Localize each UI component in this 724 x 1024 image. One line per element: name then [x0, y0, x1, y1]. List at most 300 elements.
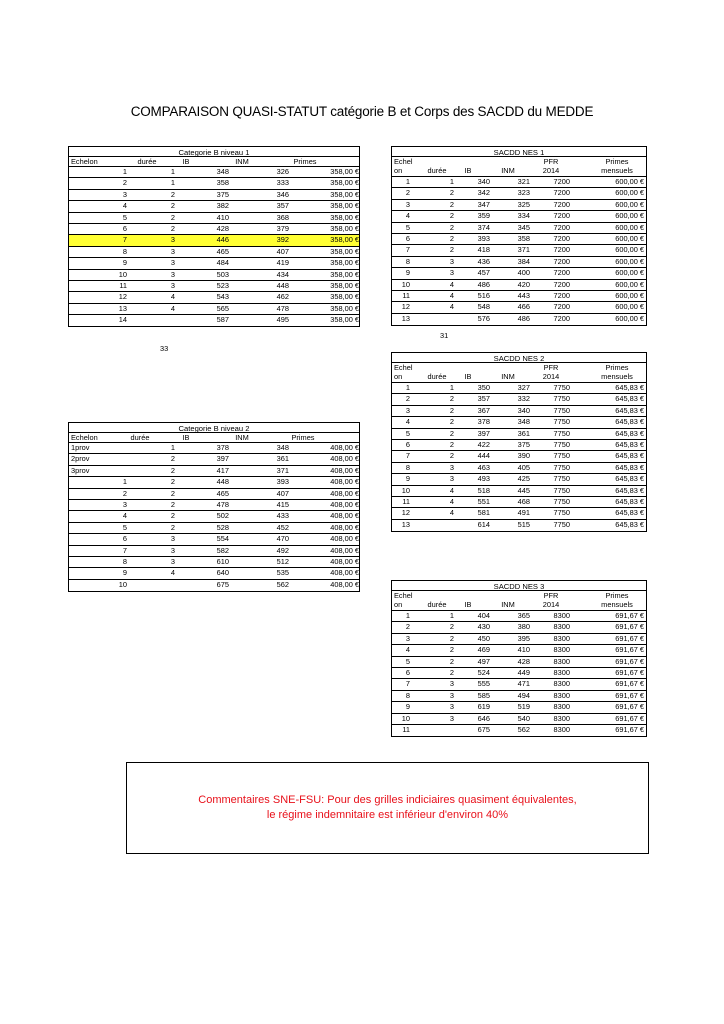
- table-cell: 410: [216, 212, 229, 222]
- table-row: [69, 489, 359, 500]
- table-row: [69, 443, 359, 454]
- table-cell: 2: [170, 465, 175, 475]
- table-cell: 691,67 €: [615, 690, 644, 700]
- table-cell: 8: [405, 462, 410, 472]
- table-cell: 361: [276, 454, 289, 464]
- table-cell: 1: [405, 383, 410, 392]
- table-cell: 4: [122, 201, 127, 211]
- table-cell: 8300: [553, 690, 570, 700]
- table-body: [68, 433, 360, 592]
- table-row: [69, 190, 359, 201]
- table-row: [69, 477, 359, 488]
- table-cell: 8300: [553, 611, 570, 620]
- table-cell: 7750: [553, 451, 570, 461]
- table-cell: 600,00 €: [615, 256, 644, 266]
- table-cell: 1prov: [71, 443, 90, 452]
- table-row: [392, 406, 646, 417]
- table-cell: 408,00 €: [330, 465, 359, 475]
- table-row: [392, 611, 646, 622]
- table-cell: 493: [477, 474, 490, 484]
- table-cell: 645,83 €: [615, 496, 644, 506]
- table-cell: 10: [401, 713, 410, 723]
- table-row: [69, 167, 359, 178]
- table-cell: 3: [449, 713, 454, 723]
- table-row: [392, 417, 646, 428]
- table-row: [392, 268, 646, 279]
- table-cell: 408,00 €: [330, 443, 359, 452]
- table-cell: 7200: [553, 245, 570, 255]
- table-cell: 3: [405, 633, 410, 643]
- table-cell: 7750: [553, 508, 570, 518]
- table-cell: 4: [449, 496, 454, 506]
- table-cell: 600,00 €: [615, 290, 644, 300]
- table-cell: 3: [122, 189, 127, 199]
- table-cell: 392: [276, 235, 289, 245]
- table-cell: 325: [517, 199, 530, 209]
- table-cell: 8300: [553, 724, 570, 734]
- table-cell: 393: [477, 233, 490, 243]
- table-cell: 4: [449, 279, 454, 289]
- table-cell: 3: [170, 246, 175, 256]
- column-header: on: [394, 372, 403, 381]
- table-cell: 555: [477, 679, 490, 689]
- table-row: [392, 280, 646, 291]
- table-row: [69, 213, 359, 224]
- table-row: [392, 508, 646, 519]
- table-row: [69, 500, 359, 511]
- table-cell: 503: [216, 269, 229, 279]
- table-cell: 600,00 €: [615, 177, 644, 186]
- table-cell: 614: [477, 519, 490, 529]
- table-cell: 691,67 €: [615, 656, 644, 666]
- table-cell: 410: [517, 645, 530, 655]
- table-row: [392, 257, 646, 268]
- table-header: [69, 157, 359, 167]
- table-cell: 9: [122, 568, 127, 578]
- table-cell: 407: [276, 488, 289, 498]
- table-title: SACDD NES 2: [391, 352, 647, 363]
- table-cell: 327: [517, 383, 530, 392]
- column-header: Primes: [605, 157, 629, 166]
- table-row: [392, 429, 646, 440]
- table-cell: 1: [449, 611, 454, 620]
- table-cell: 3: [449, 702, 454, 712]
- table-body: [391, 157, 647, 326]
- table-row: [392, 497, 646, 508]
- table-cell: 11: [119, 280, 127, 290]
- table-header: [69, 433, 359, 443]
- table-cell: 4: [170, 292, 175, 302]
- table-row: [69, 315, 359, 326]
- table-cell: 7200: [553, 256, 570, 266]
- table-cell: 436: [477, 256, 490, 266]
- column-header: PFR: [543, 363, 559, 372]
- table-cell: 1: [405, 611, 410, 620]
- table-cell: 358,00 €: [330, 315, 359, 325]
- table-cell: 334: [517, 211, 530, 221]
- table-cell: 7200: [553, 302, 570, 312]
- table-cell: 418: [477, 245, 490, 255]
- table-cell: 585: [477, 690, 490, 700]
- table-cell: 524: [477, 667, 490, 677]
- column-header: Echel: [394, 157, 413, 166]
- table-row: [392, 657, 646, 668]
- table-cell: 7200: [553, 188, 570, 198]
- table-cell: 323: [517, 188, 530, 198]
- table-cell: 378: [477, 417, 490, 427]
- table-cell: 408,00 €: [330, 522, 359, 532]
- table-cell: 645,83 €: [615, 439, 644, 449]
- table-cell: 492: [276, 545, 289, 555]
- table-row: [392, 668, 646, 679]
- table-cell: 3: [170, 235, 175, 245]
- table-cell: 357: [477, 394, 490, 404]
- table-cell: 8: [405, 690, 410, 700]
- table-cell: 4: [405, 211, 410, 221]
- table-row: [69, 281, 359, 292]
- column-header: PFR: [543, 157, 559, 166]
- table-cell: 2: [449, 211, 454, 221]
- table-cell: 380: [517, 622, 530, 632]
- table-cell: 640: [216, 568, 229, 578]
- table-cell: 554: [216, 534, 229, 544]
- column-header: durée: [130, 433, 150, 442]
- table-row: [392, 702, 646, 713]
- table-cell: 358,00 €: [330, 303, 359, 313]
- table-cell: 11: [402, 290, 410, 300]
- table-cell: 348: [517, 417, 530, 427]
- table-cell: 2prov: [71, 454, 90, 464]
- table-cell: 12: [118, 292, 127, 302]
- table-cell: 8300: [553, 713, 570, 723]
- table-cell: 358,00 €: [330, 178, 359, 188]
- column-header: 2014: [542, 600, 560, 609]
- table-cell: 600,00 €: [615, 222, 644, 232]
- table-cell: 358,00 €: [330, 167, 359, 176]
- table-cell: 2: [170, 522, 175, 532]
- table-cell: 2: [170, 488, 175, 498]
- table-cell: 5: [405, 428, 410, 438]
- table-cell: 408,00 €: [330, 568, 359, 578]
- page-title: COMPARAISON QUASI-STATUT catégorie B et Corps des SACDD du MEDDE: [130, 104, 594, 119]
- table-cell: 3prov: [71, 465, 90, 475]
- table-cell: 7750: [553, 417, 570, 427]
- table-cell: 2: [449, 233, 454, 243]
- table-row: [69, 292, 359, 303]
- table-cell: 422: [477, 439, 490, 449]
- table-cell: 358: [216, 178, 229, 188]
- table-cell: 375: [216, 189, 229, 199]
- table-cell: 2: [449, 667, 454, 677]
- column-header: durée: [427, 600, 447, 609]
- table-cell: 7: [122, 545, 127, 555]
- table-cell: 645,83 €: [615, 508, 644, 518]
- table-cell: 528: [216, 522, 229, 532]
- table-row: [69, 235, 359, 246]
- table-cell: 2: [170, 477, 175, 487]
- table-cell: 519: [517, 702, 530, 712]
- table-cell: 12: [401, 302, 410, 312]
- table-cell: 358,00 €: [330, 246, 359, 256]
- table-cell: 619: [477, 702, 490, 712]
- table-cell: 3: [449, 690, 454, 700]
- table-cell: 600,00 €: [615, 302, 644, 312]
- table-cell: 4: [405, 417, 410, 427]
- table-row: [392, 223, 646, 234]
- table-cell: 2: [170, 201, 175, 211]
- table-cell: 8300: [553, 633, 570, 643]
- table-cell: 384: [517, 256, 530, 266]
- column-header: mensuels: [601, 166, 633, 175]
- table-cell: 466: [517, 302, 530, 312]
- table-cell: 516: [477, 290, 490, 300]
- table-cell: 340: [517, 405, 530, 415]
- table-cell: 8: [405, 256, 410, 266]
- table-cell: 7200: [553, 233, 570, 243]
- table-row: [392, 440, 646, 451]
- table-cell: 2: [449, 199, 454, 209]
- table-cell: 2: [449, 439, 454, 449]
- table-cell: 408,00 €: [330, 556, 359, 566]
- table-cell: 8300: [553, 679, 570, 689]
- table-cell: 8300: [553, 622, 570, 632]
- table-cell: 340: [477, 177, 490, 186]
- table-cell: 13: [118, 303, 127, 313]
- table-cell: 1: [449, 177, 454, 186]
- table-cell: 367: [477, 405, 490, 415]
- table-cell: 3: [449, 268, 454, 278]
- table-cell: 470: [276, 534, 289, 544]
- table-row: [392, 634, 646, 645]
- table-cell: 2: [449, 245, 454, 255]
- table-cell: 691,67 €: [615, 645, 644, 655]
- column-header: durée: [427, 372, 447, 381]
- table-cell: 7750: [553, 485, 570, 495]
- table-cell: 7200: [553, 290, 570, 300]
- table-cell: 397: [216, 454, 229, 464]
- table-cell: 408,00 €: [330, 454, 359, 464]
- table-cell: 691,67 €: [615, 713, 644, 723]
- table-row: [69, 270, 359, 281]
- table-cell: 3: [449, 679, 454, 689]
- table-cell: 375: [517, 439, 530, 449]
- table-cell: 1: [122, 477, 127, 487]
- table-cell: 408,00 €: [330, 499, 359, 509]
- table-cell: 2: [122, 488, 127, 498]
- table-cell: 582: [216, 545, 229, 555]
- table-sacdd-nes-2: [391, 352, 647, 532]
- table-title: SACDD NES 1: [391, 146, 647, 157]
- table-cell: 523: [216, 280, 229, 290]
- table-cell: 2: [449, 417, 454, 427]
- table-cell: 600,00 €: [615, 188, 644, 198]
- column-header: IB: [464, 166, 472, 175]
- table-cell: 565: [216, 303, 229, 313]
- table-cell: 478: [216, 499, 229, 509]
- column-header: INM: [501, 372, 515, 381]
- table-row: [392, 291, 646, 302]
- table-cell: 3: [170, 280, 175, 290]
- table-cell: 691,67 €: [615, 679, 644, 689]
- table-cell: 408,00 €: [330, 579, 359, 589]
- table-cell: 3: [170, 556, 175, 566]
- table-cell: 9: [405, 474, 410, 484]
- table-cell: 2: [449, 188, 454, 198]
- table-cell: 433: [276, 511, 289, 521]
- table-cell: 2: [170, 189, 175, 199]
- table-title: Categorie B niveau 2: [68, 422, 360, 433]
- table-cell: 2: [449, 656, 454, 666]
- table-cell: 4: [449, 485, 454, 495]
- table-row: [69, 454, 359, 465]
- table-cell: 2: [449, 645, 454, 655]
- table-cell: 405: [517, 462, 530, 472]
- table-cell: 358,00 €: [330, 269, 359, 279]
- column-header: IB: [182, 157, 190, 166]
- table-row: [69, 466, 359, 477]
- table-cell: 3: [122, 499, 127, 509]
- table-cell: 434: [276, 269, 289, 279]
- table-cell: 7200: [553, 313, 570, 323]
- table-cell: 4: [405, 645, 410, 655]
- table-cell: 7200: [553, 211, 570, 221]
- table-cell: 333: [276, 178, 289, 188]
- table-cell: 645,83 €: [615, 451, 644, 461]
- table-cell: 484: [216, 258, 229, 268]
- table-row: [69, 568, 359, 579]
- table-cell: 358: [517, 233, 530, 243]
- table-row: [392, 714, 646, 725]
- table-cell: 408,00 €: [330, 534, 359, 544]
- table-cell: 2: [170, 511, 175, 521]
- table-row: [392, 520, 646, 531]
- column-header: Primes: [605, 591, 629, 600]
- table-cell: 3: [170, 269, 175, 279]
- table-row: [392, 383, 646, 394]
- table-cell: 535: [276, 568, 289, 578]
- table-cell: 600,00 €: [615, 199, 644, 209]
- table-cell: 471: [517, 679, 530, 689]
- table-cell: 393: [276, 477, 289, 487]
- table-cell: 4: [122, 511, 127, 521]
- table-cell: 6: [405, 439, 410, 449]
- table-cell: 7750: [553, 383, 570, 392]
- table-cell: 5: [122, 212, 127, 222]
- table-cell: 691,67 €: [615, 724, 644, 734]
- table-cell: 428: [517, 656, 530, 666]
- table-cell: 645,83 €: [615, 383, 644, 392]
- table-cell: 378: [216, 443, 229, 452]
- table-cell: 600,00 €: [615, 313, 644, 323]
- table-row: [69, 247, 359, 258]
- table-cell: 7750: [553, 462, 570, 472]
- table-cell: 8300: [553, 702, 570, 712]
- table-body: [391, 591, 647, 737]
- column-header: 2014: [542, 166, 560, 175]
- table-cell: 491: [517, 508, 530, 518]
- column-header: INM: [501, 600, 515, 609]
- table-cell: 452: [276, 522, 289, 532]
- table-row: [392, 245, 646, 256]
- table-cell: 10: [118, 269, 127, 279]
- table-row: [69, 201, 359, 212]
- table-cell: 444: [477, 451, 490, 461]
- table-title: SACDD NES 3: [391, 580, 647, 591]
- table-cell: 3: [449, 474, 454, 484]
- table-body: [68, 157, 360, 327]
- table-cell: 3: [170, 534, 175, 544]
- table-cell: 543: [216, 292, 229, 302]
- table-cell: 9: [405, 268, 410, 278]
- table-cell: 365: [517, 611, 530, 620]
- total-duree-sacdd1: 31: [440, 331, 449, 340]
- table-cell: 10: [401, 279, 410, 289]
- table-cell: 350: [477, 383, 490, 392]
- table-cell: 7: [405, 245, 410, 255]
- table-cell: 2: [449, 405, 454, 415]
- table-cell: 7750: [553, 496, 570, 506]
- column-header: on: [394, 600, 403, 609]
- table-cell: 600,00 €: [615, 211, 644, 221]
- table-categorie-b-niveau-2: [68, 422, 360, 592]
- table-row: [392, 486, 646, 497]
- table-cell: 512: [276, 556, 289, 566]
- column-header: IB: [464, 600, 472, 609]
- table-cell: 1: [170, 443, 175, 452]
- table-cell: 691,67 €: [615, 667, 644, 677]
- table-row: [69, 546, 359, 557]
- table-cell: 374: [477, 222, 490, 232]
- table-cell: 4: [449, 290, 454, 300]
- column-header: INM: [235, 157, 249, 166]
- table-cell: 2: [449, 394, 454, 404]
- table-cell: 408,00 €: [330, 477, 359, 487]
- table-cell: 415: [276, 499, 289, 509]
- table-cell: 3: [405, 405, 410, 415]
- table-cell: 6: [405, 233, 410, 243]
- table-cell: 576: [477, 313, 490, 323]
- table-cell: 495: [276, 315, 289, 325]
- table-cell: 2: [405, 394, 410, 404]
- table-cell: 6: [405, 667, 410, 677]
- table-cell: 2: [449, 633, 454, 643]
- table-cell: 11: [402, 724, 410, 734]
- table-cell: 395: [517, 633, 530, 643]
- table-cell: 346: [276, 189, 289, 199]
- table-cell: 7: [405, 679, 410, 689]
- table-cell: 342: [477, 188, 490, 198]
- table-cell: 486: [517, 313, 530, 323]
- table-cell: 587: [216, 315, 229, 325]
- table-cell: 417: [216, 465, 229, 475]
- table-cell: 548: [477, 302, 490, 312]
- table-row: [392, 474, 646, 485]
- table-cell: 358,00 €: [330, 292, 359, 302]
- table-cell: 368: [276, 212, 289, 222]
- table-cell: 13: [401, 519, 410, 529]
- table-sacdd-nes-3: [391, 580, 647, 737]
- table-cell: 407: [276, 246, 289, 256]
- table-row: [392, 314, 646, 325]
- table-cell: 4: [170, 303, 175, 313]
- table-cell: 3: [449, 256, 454, 266]
- table-cell: 2: [170, 212, 175, 222]
- table-cell: 1: [170, 178, 175, 188]
- table-cell: 390: [517, 451, 530, 461]
- table-cell: 540: [517, 713, 530, 723]
- column-header: 2014: [542, 372, 560, 381]
- column-header: mensuels: [601, 372, 633, 381]
